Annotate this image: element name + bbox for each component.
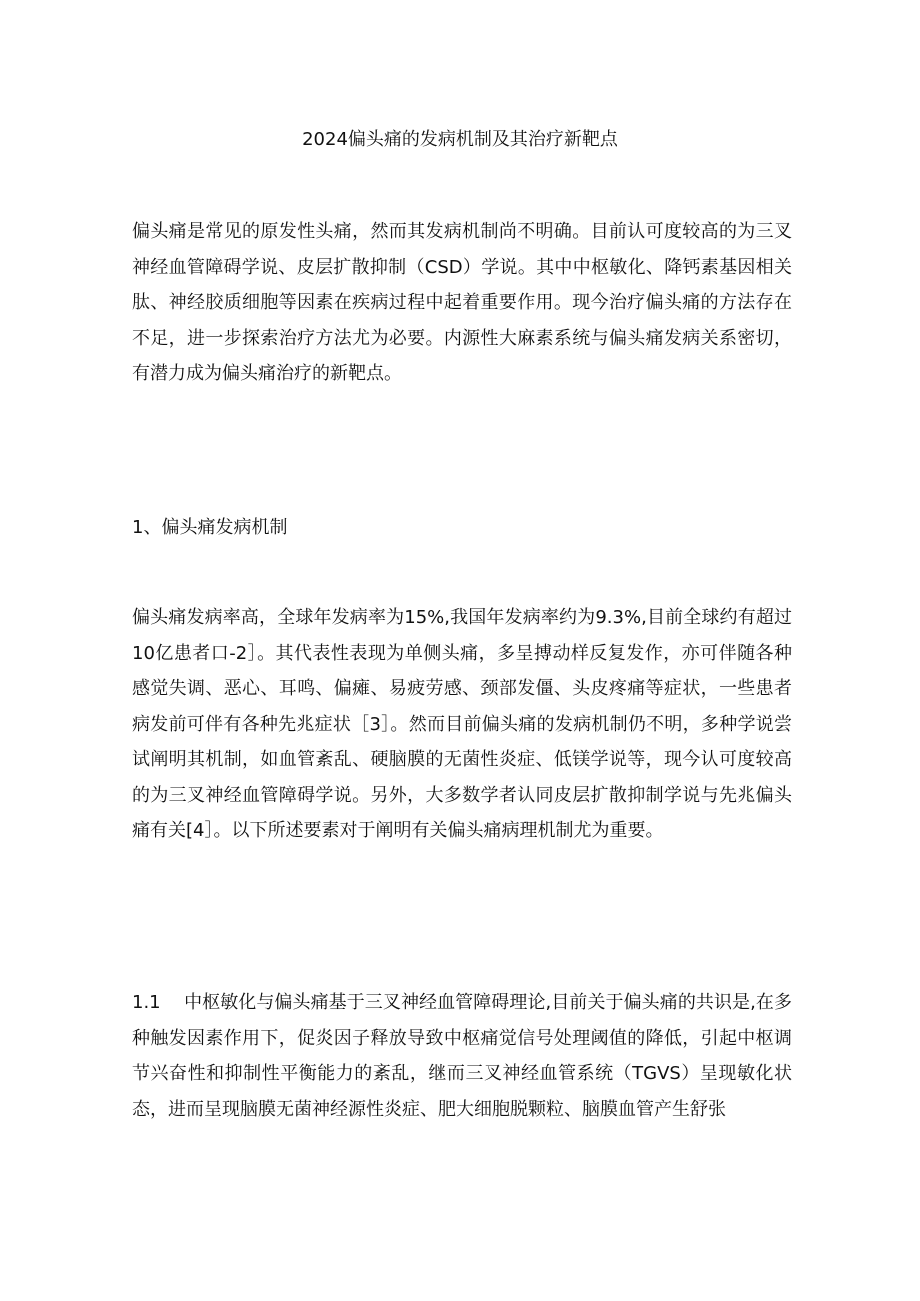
- mechanism-paragraph: 偏头痛发病率高，全球年发病率为15%,我国年发病率约为9.3%,目前全球约有超过10亿患者口-2］。其代表性表现为单侧头痛，多呈搏动样反复发作，亦可伴随各种感觉失调、恶心、耳鸣、偏瘫、易疲劳感、颈部发僵、头皮疼痛等症状，一些患者病发前可伴有各种先兆症状［3］。然而目前偏头痛的发病机制仍不明，多种学说尝试阐明其机制，如血管紊乱、硬脑膜的无菌性炎症、低镁学说等，现今认可度较高的为三叉神经血管障碍学说。另外，大多数学者认同皮层扩散抑制学说与先兆偏头痛有关[4］。以下所述要素对于阐明有关偏头痛病理机制尤为重要。: [132, 607, 792, 841]
- section-heading: 1、偏头痛发病机制: [132, 517, 288, 538]
- intro-paragraph: 偏头痛是常见的原发性头痛，然而其发病机制尚不明确。目前认可度较高的为三叉神经血管障碍学说、皮层扩散抑制（CSD）学说。其中中枢敏化、降钙素基因相关肽、神经胶质细胞等因素在疾病过程中起着重要作用。现今治疗偏头痛的方法存在不足，进一步探索治疗方法尤为必要。内源性大麻素系统与偏头痛发病关系密切，有潜力成为偏头痛治疗的新靶点。: [132, 221, 792, 384]
- subsection-paragraph: [132, 985, 792, 1127]
- subsection-text: 中枢敏化与偏头痛基于三叉神经血管障碍理论,目前关于偏头痛的共识是,在多种触发因素作用下，促炎因子释放导致中枢痛觉信号处理阈值的降低，引起中枢调节兴奋性和抑制性平衡能力的紊乱，继而三叉神经血管系统（TGVS）呈现敏化状态，进而呈现脑膜无菌神经源性炎症、肥大细胞脱颗粒、脑膜血管产生舒张: [132, 992, 792, 1120]
- subsection-number: 1.1: [132, 992, 161, 1013]
- document-title: 2024偏头痛的发病机制及其治疗新靶点: [302, 129, 618, 150]
